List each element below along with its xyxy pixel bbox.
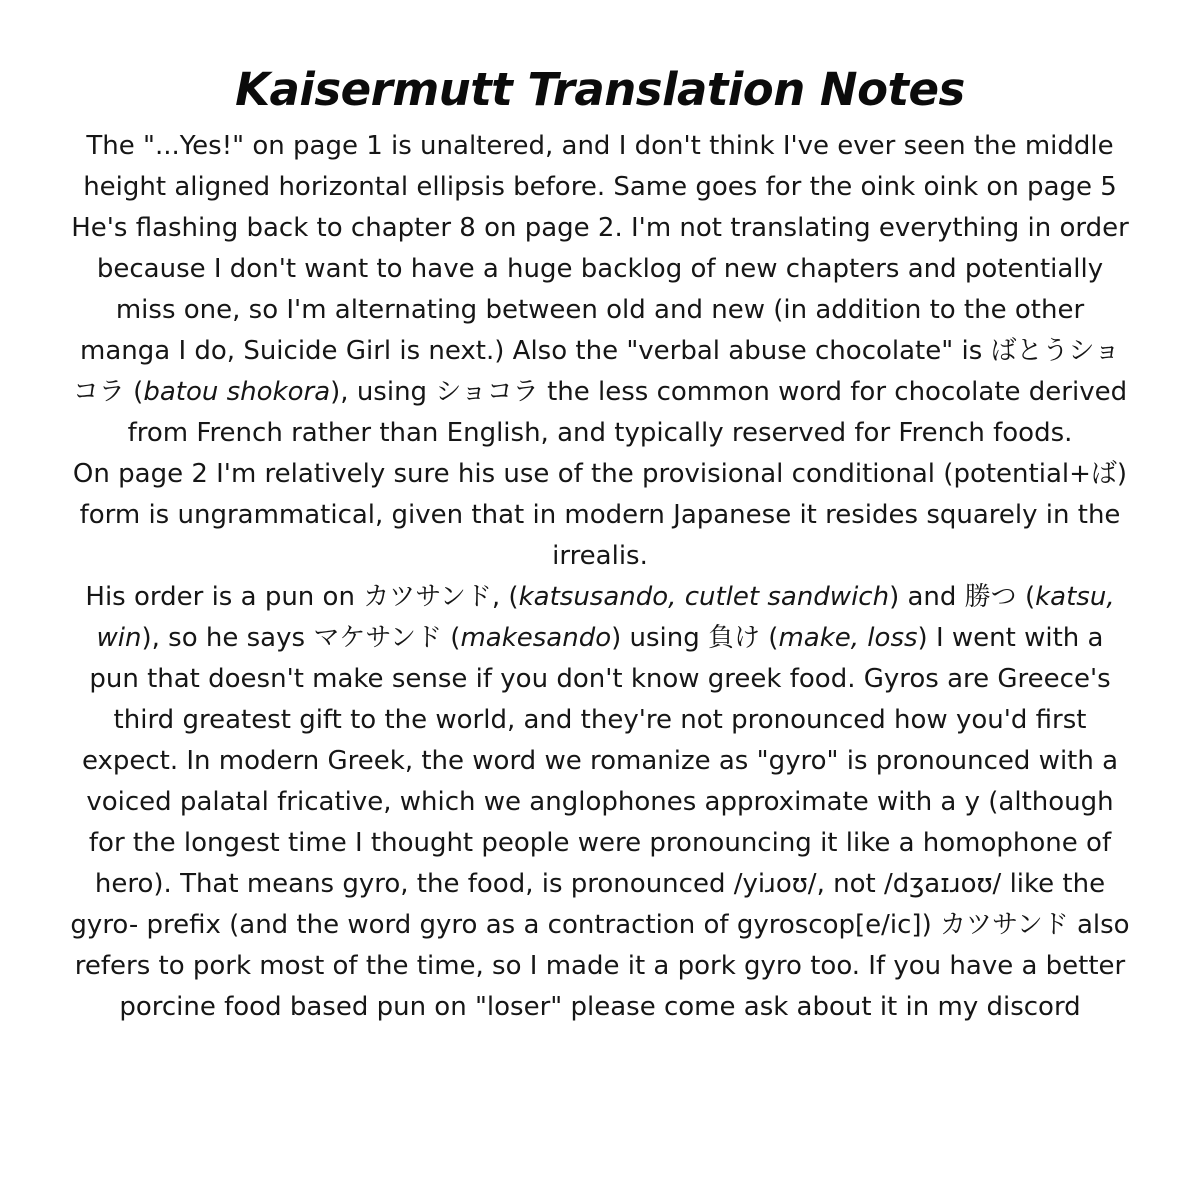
note-text: He's flashing back to chapter 8 on page 2. I'm not translating everything in order because I don't want to have a huge backlog of new chapters and potentially miss one, so I'm alternating between old and new (in addition to the other manga I do, Suicide Girl is next.) Also the "verbal abuse chocolate" is — [71, 213, 1129, 366]
note-text: On page 2 I'm relatively sure his use of the provisional conditional (potential+ — [72, 459, 1091, 489]
romanization: katsusando, cutlet sandwich — [518, 582, 890, 612]
note-text: ) using — [611, 623, 709, 653]
note-text: , ( — [491, 582, 519, 612]
note-text: His order is a pun on — [85, 582, 364, 612]
note-text: ), so he says — [141, 623, 314, 653]
japanese-term: ばとうショコラ — [72, 336, 1120, 407]
note-text: also refers to pork most of the time, so I made it a pork gyro too. If you have a better porcine food based pun on "loser" please come ask about it in my discord — [74, 910, 1130, 1022]
note-text: ( — [124, 377, 144, 407]
note-text: ) form is ungrammatical, given that in modern Japanese it resides squarely in the irrealis. — [79, 459, 1128, 571]
romanization: make, loss — [778, 623, 918, 653]
note-text: ( — [1016, 582, 1036, 612]
japanese-term: マケサンド — [313, 623, 443, 653]
note-text: the less common word for chocolate derived from French rather than English, and typically reserved for French foods. — [127, 377, 1128, 448]
note-text: ) I went with a pun that doesn't make sense if you don't know greek food. Gyros are Greece's third greatest gift to the world, and they're not pronounced how you'd first expect. In modern Greek, the word we romanize as "gyro" is pronounced with a voiced palatal fricative, which we anglophones approximate with a y (although for the longest time I thought people were pronouncing it like a homophone of hero). That means gyro, the food, is pronounced /yiɹoʊ/, not /dʒaɪɹoʊ/ like the gyro- prefix (and the word gyro as a contraction of gyroscop[e/ic]) — [70, 623, 1119, 940]
romanization: katsu, win — [96, 582, 1115, 653]
page-title: Kaisermutt Translation Notes — [235, 63, 965, 116]
note-paragraph — [70, 577, 1130, 1028]
note-paragraph — [70, 126, 1130, 208]
note-text: ( — [760, 623, 779, 653]
romanization: batou shokora — [143, 377, 331, 407]
japanese-term: ば — [1090, 459, 1117, 489]
note-text: ) and — [889, 582, 965, 612]
japanese-term: 勝つ — [964, 582, 1017, 612]
japanese-term: カツサンド — [363, 582, 492, 612]
note-text: The "...Yes!" on page 1 is unaltered, and I don't think I've ever seen the middle height aligned horizontal ellipsis before. Same goes for the oink oink on page 5 — [83, 131, 1117, 202]
note-text: ), using — [330, 377, 436, 407]
notes-body — [70, 126, 1130, 1028]
japanese-term: ショコラ — [435, 377, 539, 407]
japanese-term: カツサンド — [940, 910, 1069, 940]
note-text: ( — [442, 623, 461, 653]
romanization: makesando — [460, 623, 612, 653]
japanese-term: 負け — [708, 623, 761, 653]
note-paragraph — [70, 454, 1130, 577]
note-paragraph — [70, 208, 1130, 454]
